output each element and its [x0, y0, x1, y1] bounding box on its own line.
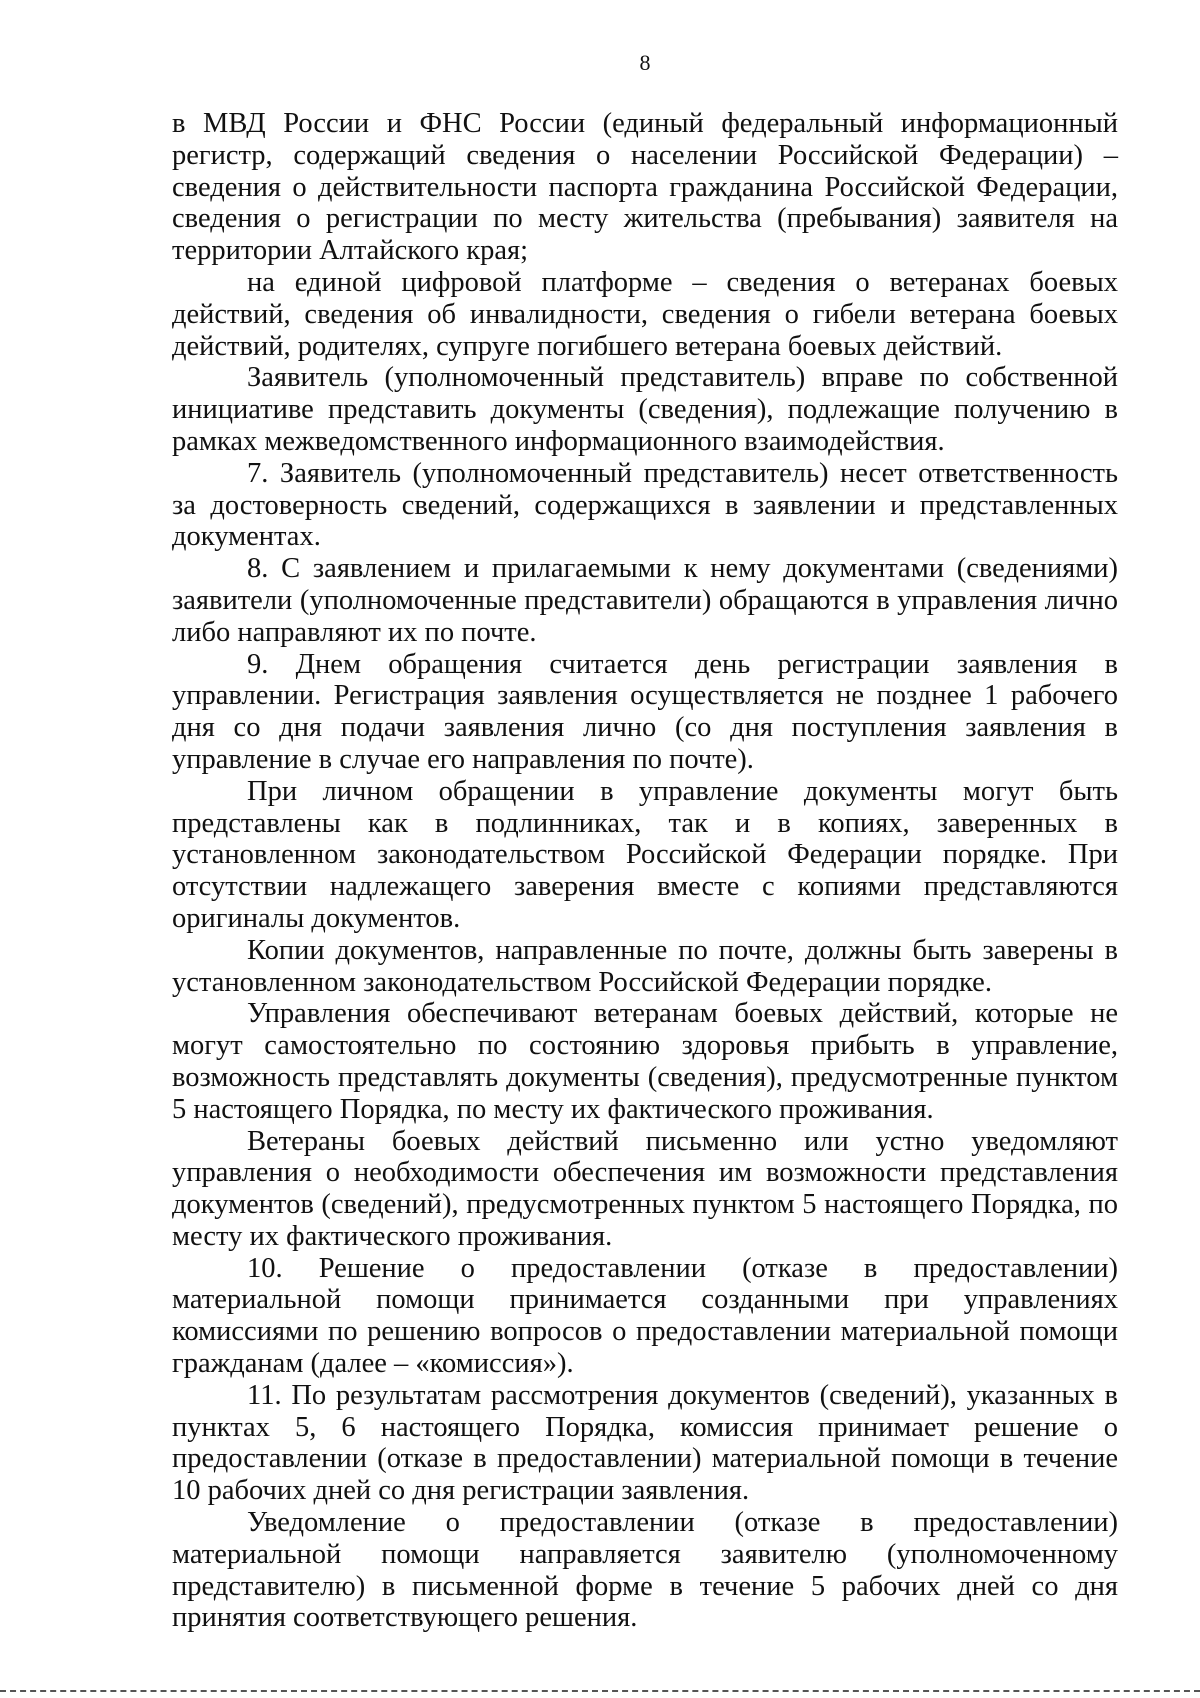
paragraph-decision-notice: Уведомление о предоставлении (отказе в предоставлении) материальной помощи направляется заявителю (уполномоченному представителю) в письменной форме в течение 5 рабочих дней со дня принятия соответствующего решения. — [172, 1507, 1118, 1634]
paragraph-item-7: 7. Заявитель (уполномоченный представитель) несет ответственность за достоверность сведений, содержащихся в заявлении и представленных документах. — [172, 457, 1118, 553]
page-number: 8 — [639, 50, 651, 75]
paragraph-personal-visit: При личном обращении в управление документы могут быть представлены как в подлинниках, так и в копиях, заверенных в установленном законодательством Российской Федерации порядке. При отсутствии надлежащего заверения вместе с копиями представляются оригиналы документов. — [172, 775, 1118, 934]
paragraph-item-10: 10. Решение о предоставлении (отказе в предоставлении) материальной помощи принимается созданными при управлениях комиссиями по решению вопросов о предоставлении материальной помощи гражданам (далее – «комиссия»). — [172, 1252, 1118, 1380]
paragraph-mail-copies: Копии документов, направленные по почте, должны быть заверены в установленном законодательством Российской Федерации порядке. — [172, 934, 1118, 998]
paragraph-item-11: 11. По результатам рассмотрения документов (сведений), указанных в пунктах 5, 6 настоящего Порядка, комиссия принимает решение о предоставлении (отказе в предоставлении) материальной помощи в течение 10 рабочих дней со дня регистрации заявления. — [172, 1379, 1118, 1507]
paragraph-veteran-notice: Ветераны боевых действий письменно или устно уведомляют управления о необходимости обеспечения им возможности представления документов (сведений), предусмотренных пунктом 5 настоящего Порядка, по месту их фактического проживания. — [172, 1125, 1118, 1252]
scan-bottom-edge — [0, 1690, 1200, 1692]
paragraph-item-8: 8. С заявлением и прилагаемыми к нему документами (сведениями) заявители (уполномоченные представители) обращаются в управления лично либо направляют их по почте. — [172, 553, 1118, 648]
paragraph-applicant-initiative: Заявитель (уполномоченный представитель) вправе по собственной инициативе представить документы (сведения), подлежащие получению в рамках межведомственного информационного взаимодействия. — [172, 362, 1118, 457]
paragraph-item-9: 9. Днем обращения считается день регистрации заявления в управлении. Регистрация заявления осуществляется не позднее 1 рабочего дня со дня подачи заявления лично (со дня поступления заявления в управление в случае его направления по почте). — [172, 648, 1118, 775]
paragraph-mvd-fns: в МВД России и ФНС России (единый федеральный информационный регистр, содержащий сведения о населении Российской Федерации) – сведения о действительности паспорта гражданина Российской Федерации, сведения о регистрации по месту жительства (пребывания) заявителя на территории Алтайского края; — [172, 108, 1118, 267]
paragraph-digital-platform: на единой цифровой платформе – сведения о ветеранах боевых действий, сведения об инвалидности, сведения о гибели ветерана боевых действий, родителях, супруге погибшего ветерана боевых действий. — [172, 266, 1118, 362]
document-body — [172, 108, 1118, 1634]
paragraph-home-service: Управления обеспечивают ветеранам боевых действий, которые не могут самостоятельно по состоянию здоровья прибыть в управление, возможность представлять документы (сведения), предусмотренные пунктом 5 настоящего Порядка, по месту их фактического проживания. — [172, 998, 1118, 1125]
